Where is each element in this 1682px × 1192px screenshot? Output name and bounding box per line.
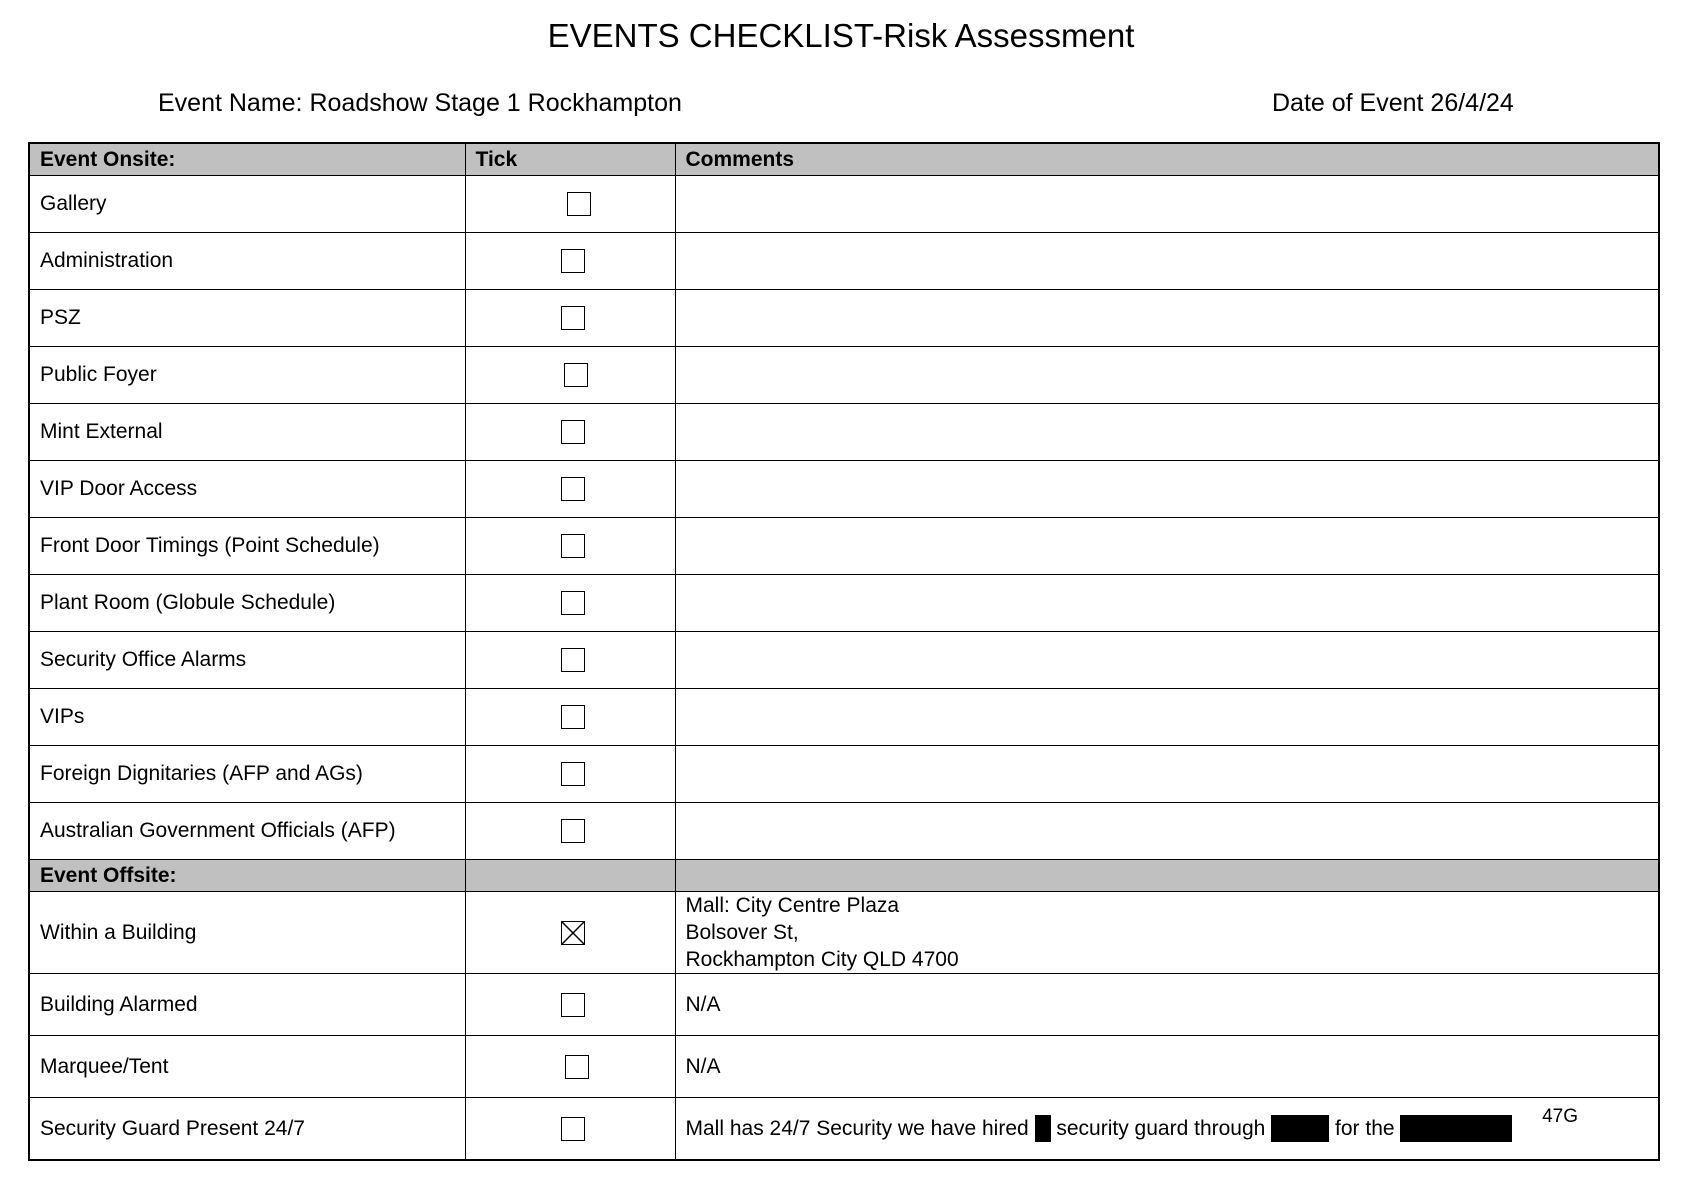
comment-cell[interactable] [675,404,1659,461]
event-date: Date of Event 26/4/24 [1272,89,1514,117]
tick-cell [465,974,675,1036]
checklist-row-public-foyer [29,347,1659,404]
comment-cell[interactable] [675,233,1659,290]
comment-cell[interactable] [675,347,1659,404]
tick-cell [465,1036,675,1098]
checkbox[interactable] [564,363,588,387]
row-label: VIP Door Access [29,461,465,518]
row-label: Mint External [29,404,465,461]
tick-cell [465,518,675,575]
checkbox-checked[interactable] [561,921,585,945]
cross-mark-icon [562,922,584,944]
comment-line: Rockhampton City QLD 4700 [685,948,959,971]
checklist-row-marquee-tent [29,1036,1659,1098]
checklist-row-within-a-building [29,892,1659,974]
checklist-row-security-office-alarms [29,632,1659,689]
comment-cell[interactable] [675,1036,1659,1098]
row-label: Marquee/Tent [29,1036,465,1098]
tick-cell [465,176,675,233]
tick-cell [465,461,675,518]
row-label: Plant Room (Globule Schedule) [29,575,465,632]
checkbox[interactable] [561,477,585,501]
redaction-block [1400,1115,1512,1142]
checkbox[interactable] [565,1055,589,1079]
comment-text: for the [1335,1117,1395,1140]
offsite-header-tick [465,860,675,892]
checklist-row-administration [29,233,1659,290]
comment-cell[interactable] [675,892,1659,974]
comment-line: N/A [685,993,721,1016]
offsite-header-row [29,860,1659,892]
checklist-row-front-door-timings [29,518,1659,575]
offsite-header-event: Event Offsite: [29,860,465,892]
tick-cell [465,803,675,860]
checklist-row-plant-room [29,575,1659,632]
row-label: Administration [29,233,465,290]
onsite-header-tick: Tick [465,143,675,176]
onsite-header-comments: Comments [675,143,1659,176]
comment-cell[interactable] [675,575,1659,632]
row-label: Within a Building [29,892,465,974]
event-name: Event Name: Roadshow Stage 1 Rockhampton [158,89,682,117]
row-label: Security Office Alarms [29,632,465,689]
checkbox[interactable] [561,819,585,843]
checklist-row-australian-government-officials [29,803,1659,860]
tick-cell [465,632,675,689]
tick-cell [465,689,675,746]
row-label: Foreign Dignitaries (AFP and AGs) [29,746,465,803]
checklist-row-foreign-dignitaries [29,746,1659,803]
checkbox[interactable] [567,192,591,216]
tick-cell [465,575,675,632]
redaction-block [1035,1115,1051,1142]
checklist-row-mint-external [29,404,1659,461]
checkbox[interactable] [561,420,585,444]
checkbox[interactable] [561,705,585,729]
checkbox[interactable] [561,534,585,558]
tick-cell [465,404,675,461]
tick-cell [465,290,675,347]
onsite-header-event: Event Onsite: [29,143,465,176]
comment-cell[interactable] [675,689,1659,746]
comment-cell[interactable] [675,803,1659,860]
comment-line: Bolsover St, [685,921,799,944]
checkbox[interactable] [561,591,585,615]
row-label: Gallery [29,176,465,233]
comment-cell[interactable] [675,974,1659,1036]
checkbox[interactable] [561,648,585,672]
checkbox[interactable] [561,249,585,273]
page-reference: 47G [1542,1106,1578,1127]
checkbox[interactable] [561,306,585,330]
redaction-block [1271,1115,1329,1142]
row-label: Security Guard Present 24/7 [29,1098,465,1161]
comment-cell[interactable] [675,1098,1659,1161]
row-label: Public Foyer [29,347,465,404]
tick-cell [465,892,675,974]
onsite-header-row [29,143,1659,176]
row-label: PSZ [29,290,465,347]
checkbox[interactable] [561,1117,585,1141]
comment-cell[interactable] [675,461,1659,518]
checklist-row-vip-door-access [29,461,1659,518]
row-label: VIPs [29,689,465,746]
checklist-row-gallery [29,176,1659,233]
tick-cell [465,746,675,803]
comment-cell[interactable] [675,518,1659,575]
checklist-row-psz [29,290,1659,347]
row-label: Building Alarmed [29,974,465,1036]
tick-cell [465,233,675,290]
comment-cell[interactable] [675,290,1659,347]
checklist-row-vips [29,689,1659,746]
tick-cell [465,347,675,404]
row-label: Australian Government Officials (AFP) [29,803,465,860]
tick-cell [465,1098,675,1161]
row-label: Front Door Timings (Point Schedule) [29,518,465,575]
document-title: EVENTS CHECKLIST-Risk Assessment [547,17,1135,54]
comment-line: Mall: City Centre Plaza [685,894,900,917]
checklist-row-security-guard-present [29,1098,1659,1161]
comment-line [686,1115,1649,1142]
comment-text: Mall has 24/7 Security we have hired [685,1117,1029,1140]
checkbox[interactable] [561,993,585,1017]
comment-cell[interactable] [675,632,1659,689]
comment-line: N/A [685,1055,721,1078]
checkbox[interactable] [561,762,585,786]
checklist-row-building-alarmed [29,974,1659,1036]
comment-cell[interactable] [675,746,1659,803]
offsite-header-comments [675,860,1659,892]
checklist-table [28,142,1660,1161]
comment-cell[interactable] [675,176,1659,233]
comment-text: security guard through [1056,1117,1266,1140]
